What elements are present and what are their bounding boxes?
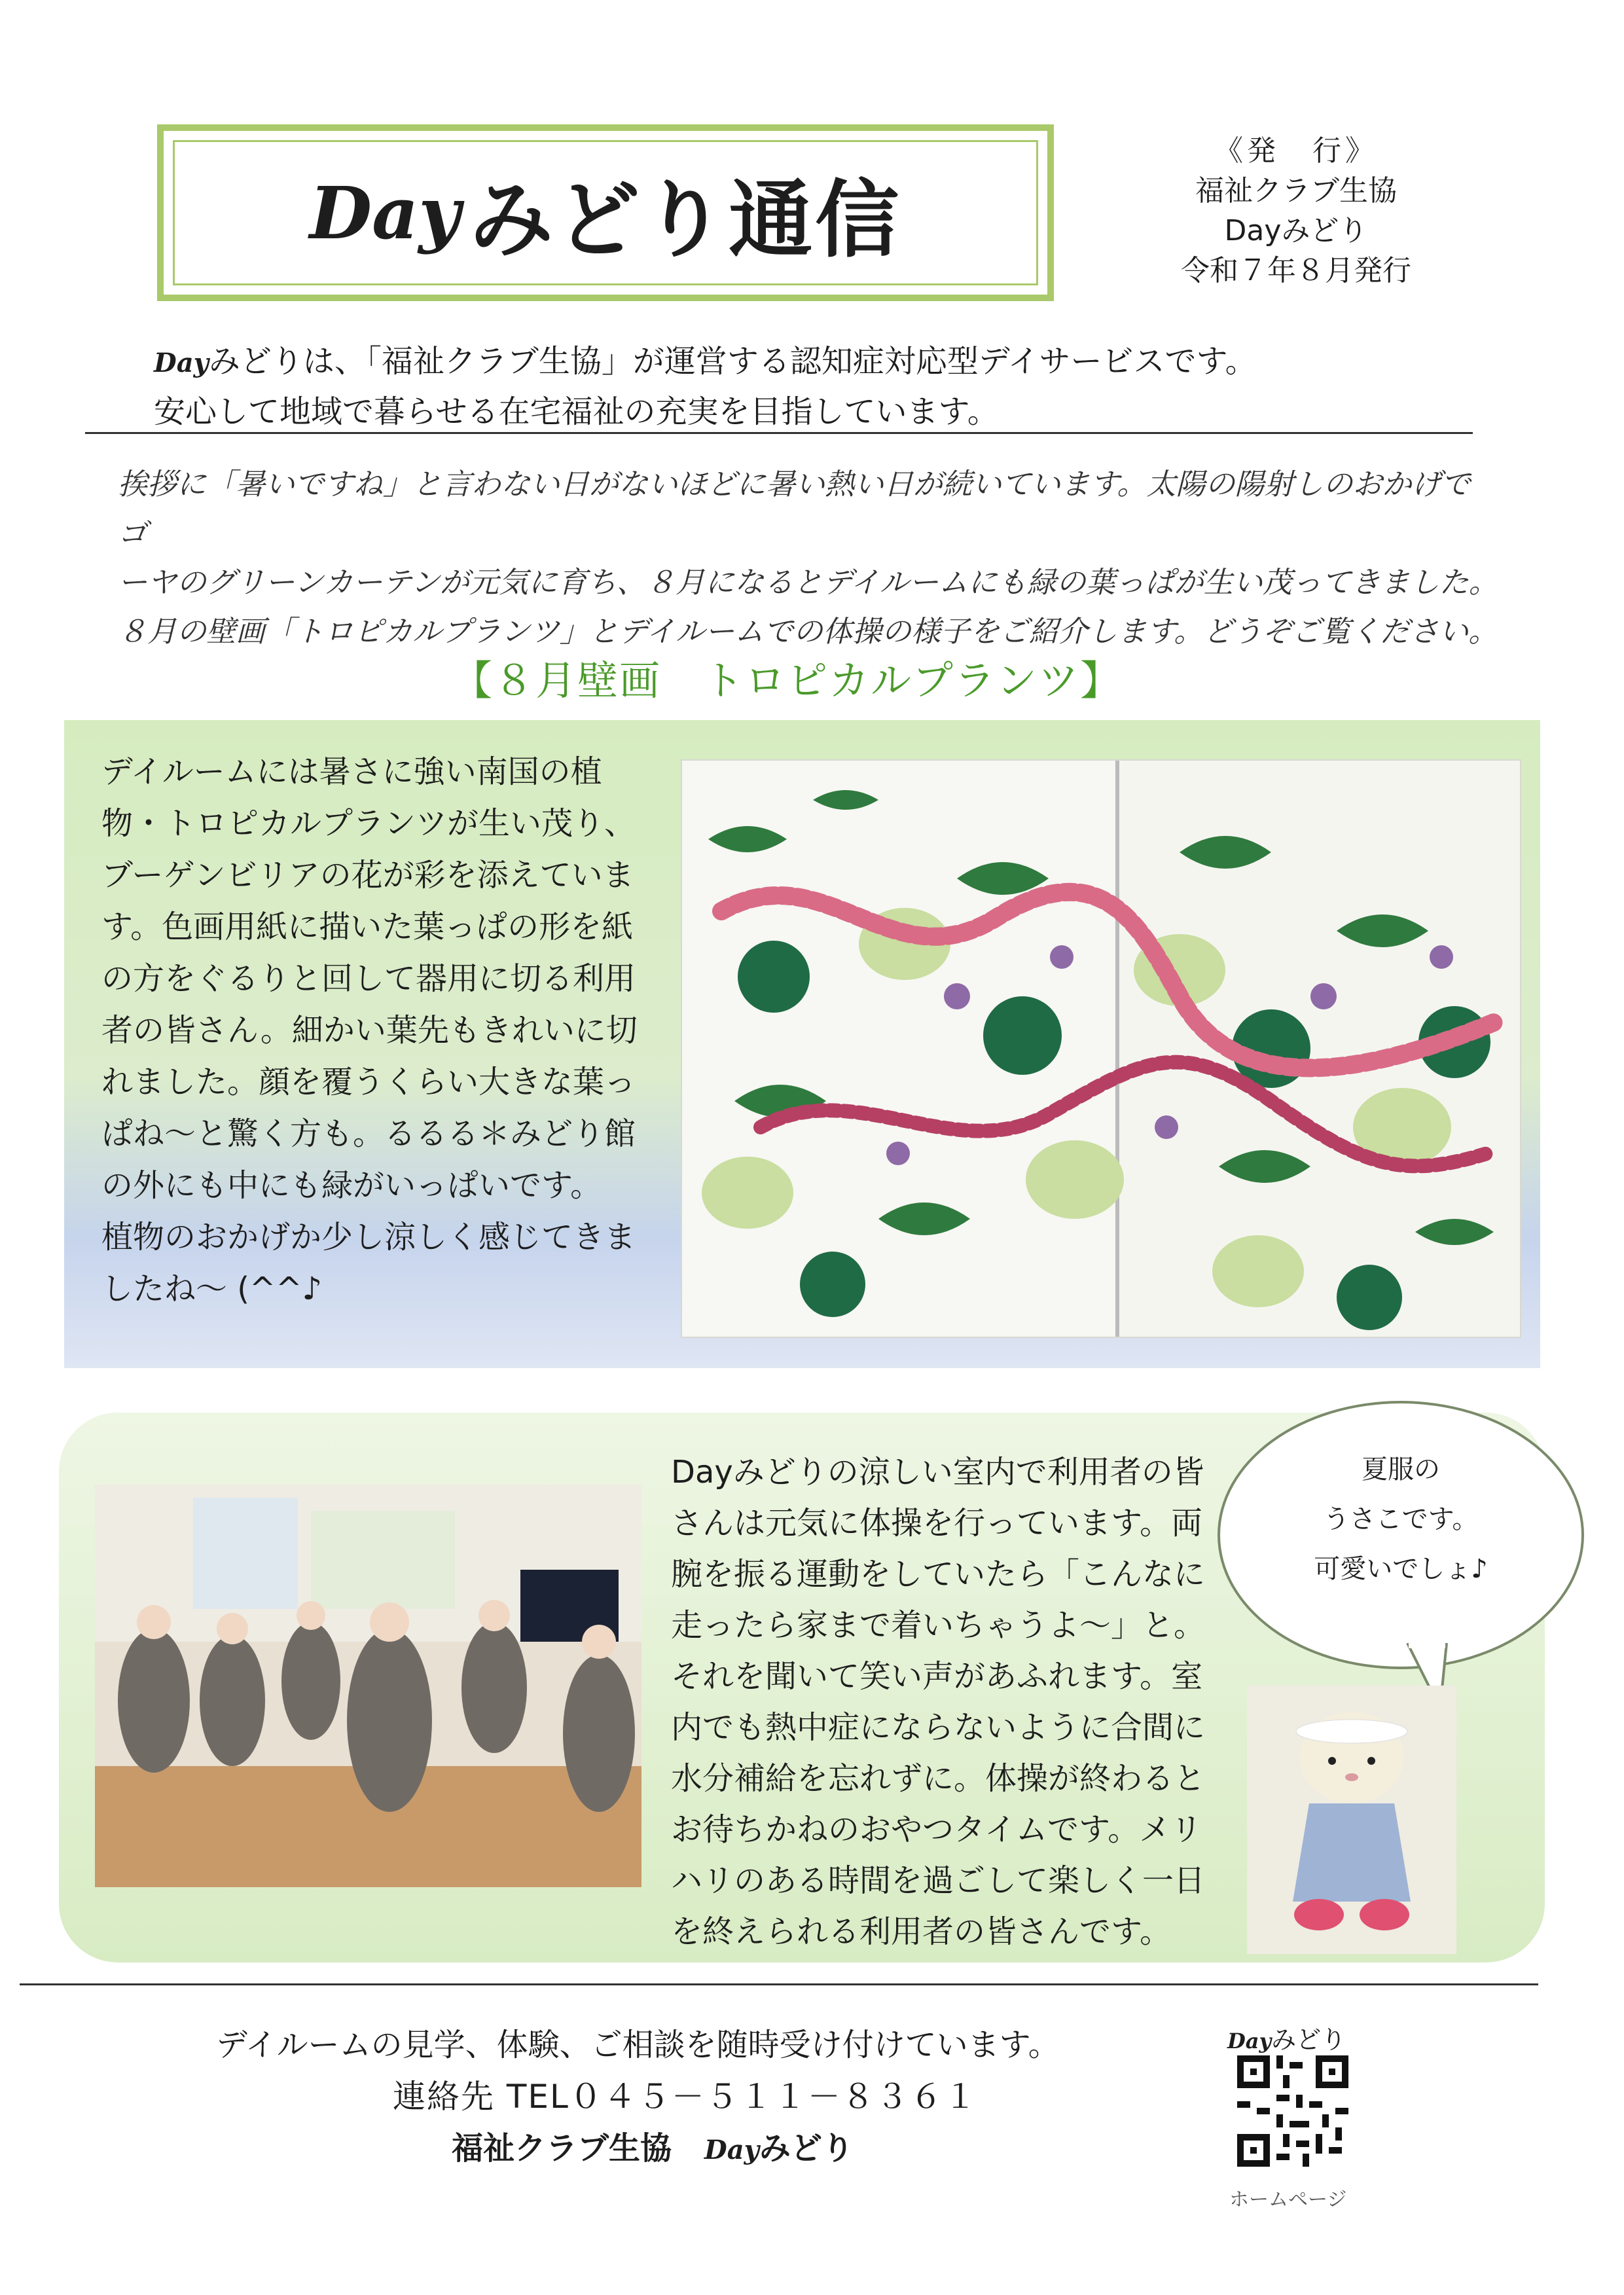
exercise-line: お待ちかねのおやつタイムです。メリ <box>671 1811 1202 1848</box>
exercise-photo <box>95 1485 641 1887</box>
bubble-line1: 夏服の <box>1362 1455 1440 1485</box>
qr-caption: ホームページ <box>1229 2188 1347 2211</box>
qr-label-day: Day <box>1227 2029 1272 2053</box>
issue-date: 令和７年８月発行 <box>1181 254 1411 287</box>
mural-line: の方をぐるりと回して器用に切る利用 <box>101 960 636 997</box>
mural-line: ブーゲンビリアの花が彩を添えていま <box>101 857 634 894</box>
footer-branch: みどり <box>759 2130 854 2167</box>
footer-divider <box>20 1983 1538 1985</box>
greeting-line1: 挨拶に「暑いですね」と言わない日がないほどに暑い熱い日が続いています。太陽の陽射しのおかげでゴ <box>118 467 1471 551</box>
greeting-line2: ーヤのグリーンカーテンが元気に育ち、８月になるとデイルームにも緑の葉っぱが生い茂ってきました。 <box>118 565 1498 600</box>
mural-line: れました。顔を覆うくらい大きな葉っ <box>101 1064 636 1100</box>
footer-notice: デイルームの見学、体験、ご相談を随時受け付けています。 <box>216 2027 1060 2063</box>
greeting <box>118 460 1499 656</box>
exercise-text <box>671 1447 1221 1957</box>
bubble-line3: 可愛いでしょ♪ <box>1314 1554 1488 1584</box>
exercise-line: それを聞いて笑い声があふれます。室 <box>671 1658 1203 1695</box>
mural-line: 植物のおかげか少し涼しく感じてきま <box>101 1219 636 1256</box>
mural-photo <box>681 759 1521 1338</box>
exercise-line: 内でも熱中症にならないように合間に <box>671 1709 1206 1746</box>
title-main: みどり通信 <box>469 171 902 269</box>
intro-line2: 安心して地域で暮らせる在宅福祉の充実を目指しています。 <box>154 393 999 430</box>
intro-divider <box>85 432 1473 434</box>
intro-line1: みどりは、「福祉クラブ生協」が運営する認知症対応型デイサービスです。 <box>208 343 1257 380</box>
intro-day: Day <box>154 348 209 378</box>
title-day: Day <box>309 170 461 255</box>
rabbit-doll-photo <box>1247 1686 1456 1954</box>
mural-line: デイルームには暑さに強い南国の植 <box>101 753 602 790</box>
exercise-line: 腕を振る運動をしていたら「こんなに <box>671 1556 1206 1593</box>
mural-line: したね～ (^^♪ <box>101 1271 323 1307</box>
mural-line: ぱね～と驚く方も。るるる＊みどり館 <box>101 1115 636 1152</box>
exercise-line: 走ったら家まで着いちゃうよ～」と。 <box>671 1607 1206 1644</box>
footer-contact: 連絡先 TEL０４５－５１１－８３６１ <box>393 2078 978 2116</box>
issuer-block <box>1132 131 1460 291</box>
qr-code[interactable] <box>1237 2055 1348 2167</box>
exercise-line: Dayみどりの涼しい室内で利用者の皆 <box>671 1454 1204 1491</box>
mural-text <box>101 746 638 1315</box>
qr-label-branch: みどり <box>1271 2025 1346 2054</box>
footer-org-name: 福祉クラブ生協 <box>452 2130 672 2167</box>
issuer-branch: Dayみどり <box>1224 214 1368 247</box>
mural-line: 者の皆さん。細かい葉先もきれいに切 <box>101 1012 638 1049</box>
bubble-text <box>1244 1445 1558 1594</box>
exercise-line: ハリのある時間を過ごして楽しく一日 <box>671 1862 1206 1899</box>
exercise-line: 水分補給を忘れずに。体操が終わると <box>671 1760 1206 1797</box>
greeting-line3: ８月の壁画「トロピカルプランツ」とデイルームでの体操の様子をご紹介します。どうぞご覧ください。 <box>118 614 1498 649</box>
exercise-line: さんは元気に体操を行っています。両 <box>671 1505 1203 1542</box>
mural-line: す。色画用紙に描いた葉っぱの形を紙 <box>101 909 634 945</box>
intro <box>154 337 1257 436</box>
mural-line: の外にも中にも緑がいっぱいです。 <box>101 1167 602 1204</box>
title-box <box>157 124 1054 301</box>
mural-heading: 【８月壁画 トロピカルプランツ】 <box>452 657 1123 704</box>
mural-line: 物・トロピカルプランツが生い茂り、 <box>101 805 636 842</box>
issuer-org: 福祉クラブ生協 <box>1195 174 1397 208</box>
exercise-line: を終えられる利用者の皆さんです。 <box>671 1913 1172 1950</box>
footer-day: Day <box>704 2135 759 2165</box>
bubble-line2: うさこです。 <box>1323 1504 1479 1534</box>
qr-label <box>1227 2019 1346 2055</box>
publish-label: 《発 行》 <box>1214 134 1378 168</box>
footer-org <box>452 2123 854 2168</box>
